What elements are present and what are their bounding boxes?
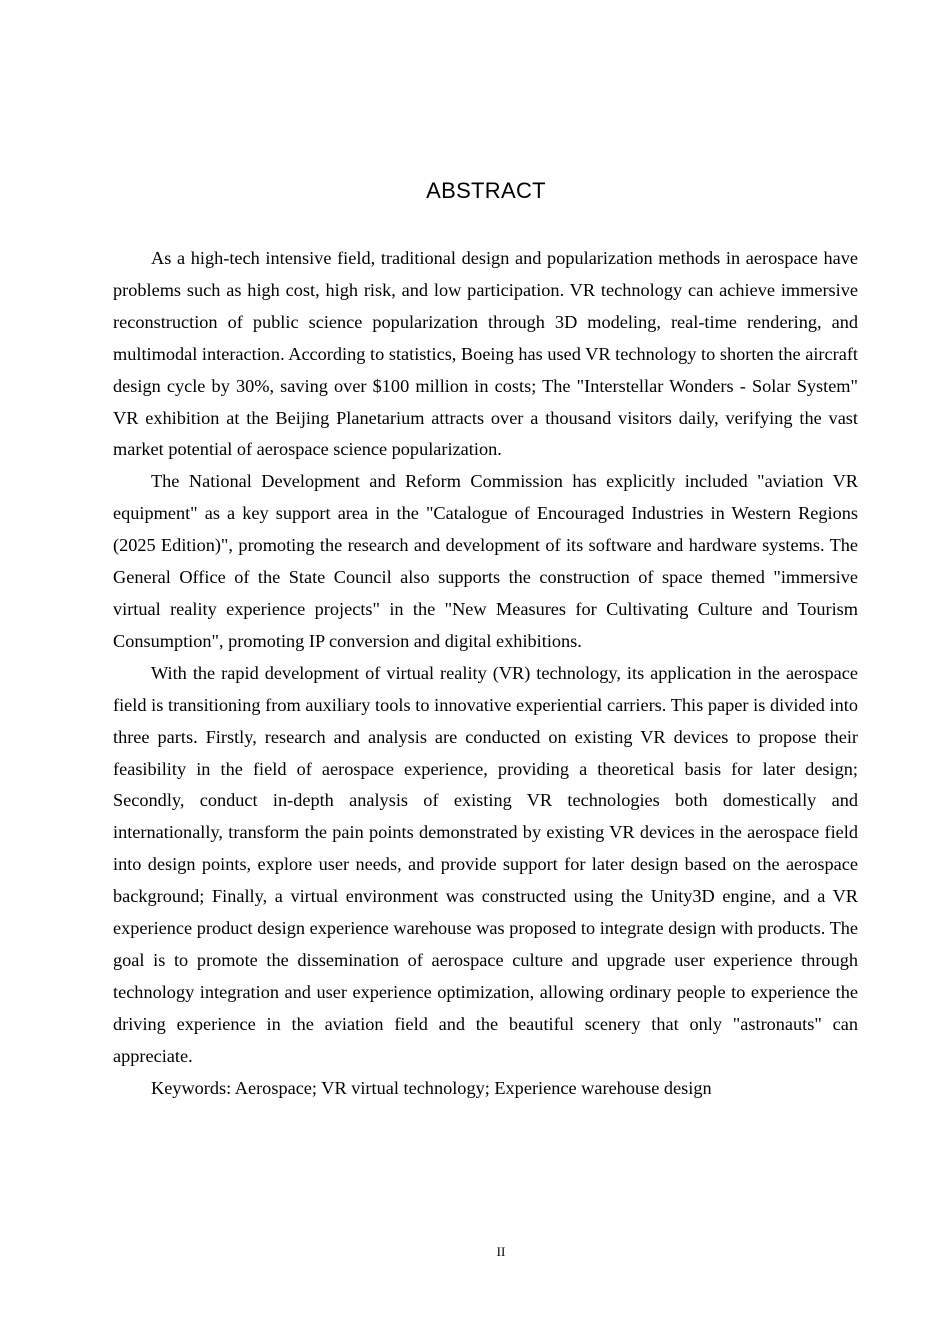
abstract-paragraph-1: As a high-tech intensive field, traditional design and popularization methods in aerospace have problems such as high cost, high risk, and low participation. VR technology can achieve immersive reconstruction of public science popularization through 3D modeling, real-time rendering, and multimodal interaction. According to statistics, Boeing has used VR technology to shorten the aircraft design cycle by 30%, saving over $100 million in costs; The "Interstellar Wonders - Solar System" VR exhibition at the Beijing Planetarium attracts over a thousand visitors daily, verifying the vast market potential of aerospace science popularization. — [113, 248, 858, 460]
page-number: II — [496, 1244, 506, 1259]
page-title: ABSTRACT — [426, 178, 546, 203]
abstract-paragraph-3: With the rapid development of virtual reality (VR) technology, its application in the aerospace field is transitioning from auxiliary tools to innovative experiential carriers. This paper is divided into three parts. Firstly, research and analysis are conducted on existing VR devices to propose their feasibility in the field of aerospace experience, providing a theoretical basis for later design; Secondly, conduct in-depth analysis of existing VR technologies both domestically and internationally, transform the pain points demonstrated by existing VR devices in the aerospace field into design points, explore user needs, and provide support for later design based on the aerospace background; Finally, a virtual environment was constructed using the Unity3D engine, and a VR experience product design experience warehouse was proposed to integrate design with products. The goal is to promote the dissemination of aerospace culture and upgrade user experience through technology integration and user experience optimization, allowing ordinary people to experience the driving experience in the aviation field and the beautiful scenery that only "astronauts" can appreciate. — [113, 662, 858, 1066]
abstract-body — [113, 243, 858, 1104]
keywords-line: Keywords: Aerospace; VR virtual technology; Experience warehouse design — [151, 1077, 712, 1098]
abstract-paragraph-2: The National Development and Reform Commission has explicitly included "aviation VR equipment" as a key support area in the "Catalogue of Encouraged Industries in Western Regions (2025 Edition)", promoting the research and development of its software and hardware systems. The General Office of the State Council also supports the construction of space themed "immersive virtual reality experience projects" in the "New Measures for Cultivating Culture and Tourism Consumption", promoting IP conversion and digital exhibitions. — [113, 471, 858, 651]
